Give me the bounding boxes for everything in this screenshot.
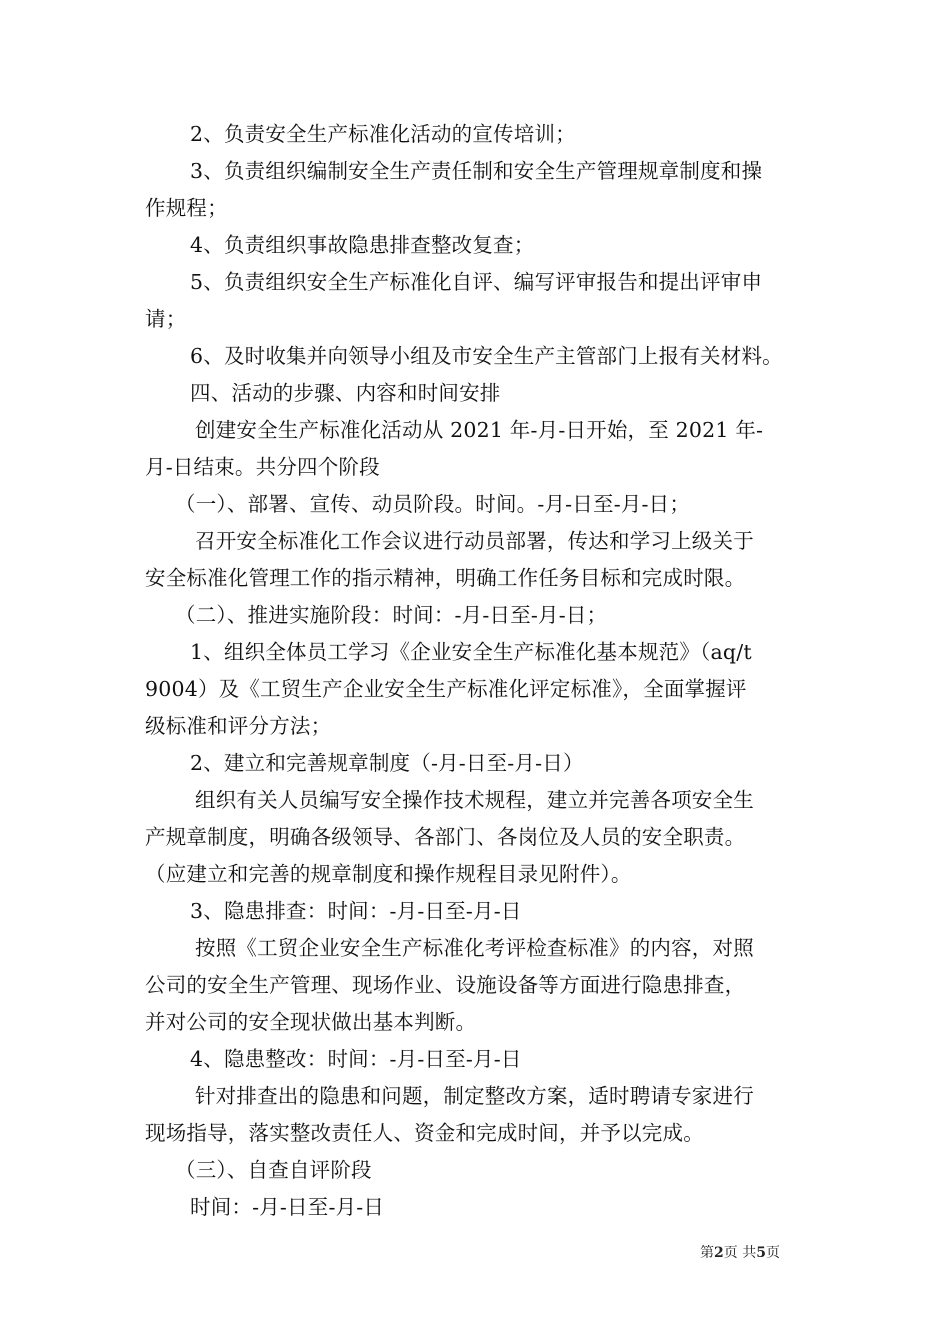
paragraph-line: 级标准和评分方法； <box>145 714 332 738</box>
paragraph-line: 按照《工贸企业安全生产标准化考评检查标准》的内容，对照 <box>195 936 754 960</box>
paragraph-line: 2、建立和完善规章制度（-月-日至-月-日） <box>190 751 584 775</box>
total-page-count: 5 <box>756 1245 766 1261</box>
paragraph-line: 时间：-月-日至-月-日 <box>190 1195 385 1219</box>
paragraph-line: 3、隐患排查：时间：-月-日至-月-日 <box>190 899 522 923</box>
paragraph-line: 并对公司的安全现状做出基本判断。 <box>145 1010 477 1034</box>
paragraph-line: 安全标准化管理工作的指示精神，明确工作任务目标和完成时限。 <box>145 566 746 590</box>
subsection-heading: （一）、部署、宣传、动员阶段。时间。-月-日至-月-日； <box>175 492 691 516</box>
paragraph-line: 4、隐患整改：时间：-月-日至-月-日 <box>190 1047 522 1071</box>
paragraph-line: 月-日结束。共分四个阶段 <box>145 455 380 479</box>
paragraph-line: （应建立和完善的规章制度和操作规程目录见附件）。 <box>145 862 632 886</box>
paragraph-line: 4、负责组织事故隐患排查整改复查； <box>190 233 535 257</box>
paragraph-line: 请； <box>145 307 187 331</box>
paragraph-line: 组织有关人员编写安全操作技术规程，建立并完善各项安全生 <box>195 788 754 812</box>
paragraph-line: 作规程； <box>145 196 228 220</box>
paragraph-line: 2、负责安全生产标准化活动的宣传培训； <box>190 122 576 146</box>
paragraph-line: 1、组织全体员工学习《企业安全生产标准化基本规范》（aq/t <box>190 640 752 664</box>
paragraph-line: 现场指导，落实整改责任人、资金和完成时间，并予以完成。 <box>145 1121 704 1145</box>
footer-middle: 页 共 <box>723 1245 757 1261</box>
subsection-heading: （二）、推进实施阶段：时间：-月-日至-月-日； <box>175 603 608 627</box>
subsection-heading: （三）、自查自评阶段 <box>175 1158 372 1182</box>
page-footer <box>700 1244 820 1262</box>
section-heading: 四、活动的步骤、内容和时间安排 <box>190 381 501 405</box>
paragraph-line: 3、负责组织编制安全生产责任制和安全生产管理规章制度和操 <box>190 159 763 183</box>
footer-prefix: 第 <box>700 1245 714 1261</box>
paragraph-line: 召开安全标准化工作会议进行动员部署，传达和学习上级关于 <box>195 529 754 553</box>
paragraph-line: 9004）及《工贸生产企业安全生产标准化评定标准》，全面掌握评 <box>145 677 747 701</box>
current-page-number: 2 <box>714 1245 724 1261</box>
paragraph-line: 公司的安全生产管理、现场作业、设施设备等方面进行隐患排查， <box>145 973 746 997</box>
paragraph-line: 针对排查出的隐患和问题，制定整改方案，适时聘请专家进行 <box>195 1084 754 1108</box>
paragraph-line: 产规章制度，明确各级领导、各部门、各岗位及人员的安全职责。 <box>145 825 746 849</box>
paragraph-line: 创建安全生产标准化活动从 2021 年-月-日开始，至 2021 年- <box>195 418 764 442</box>
paragraph-line: 6、及时收集并向领导小组及市安全生产主管部门上报有关材料。 <box>190 344 783 368</box>
paragraph-line: 5、负责组织安全生产标准化自评、编写评审报告和提出评审申 <box>190 270 763 294</box>
footer-suffix: 页 <box>765 1245 780 1261</box>
